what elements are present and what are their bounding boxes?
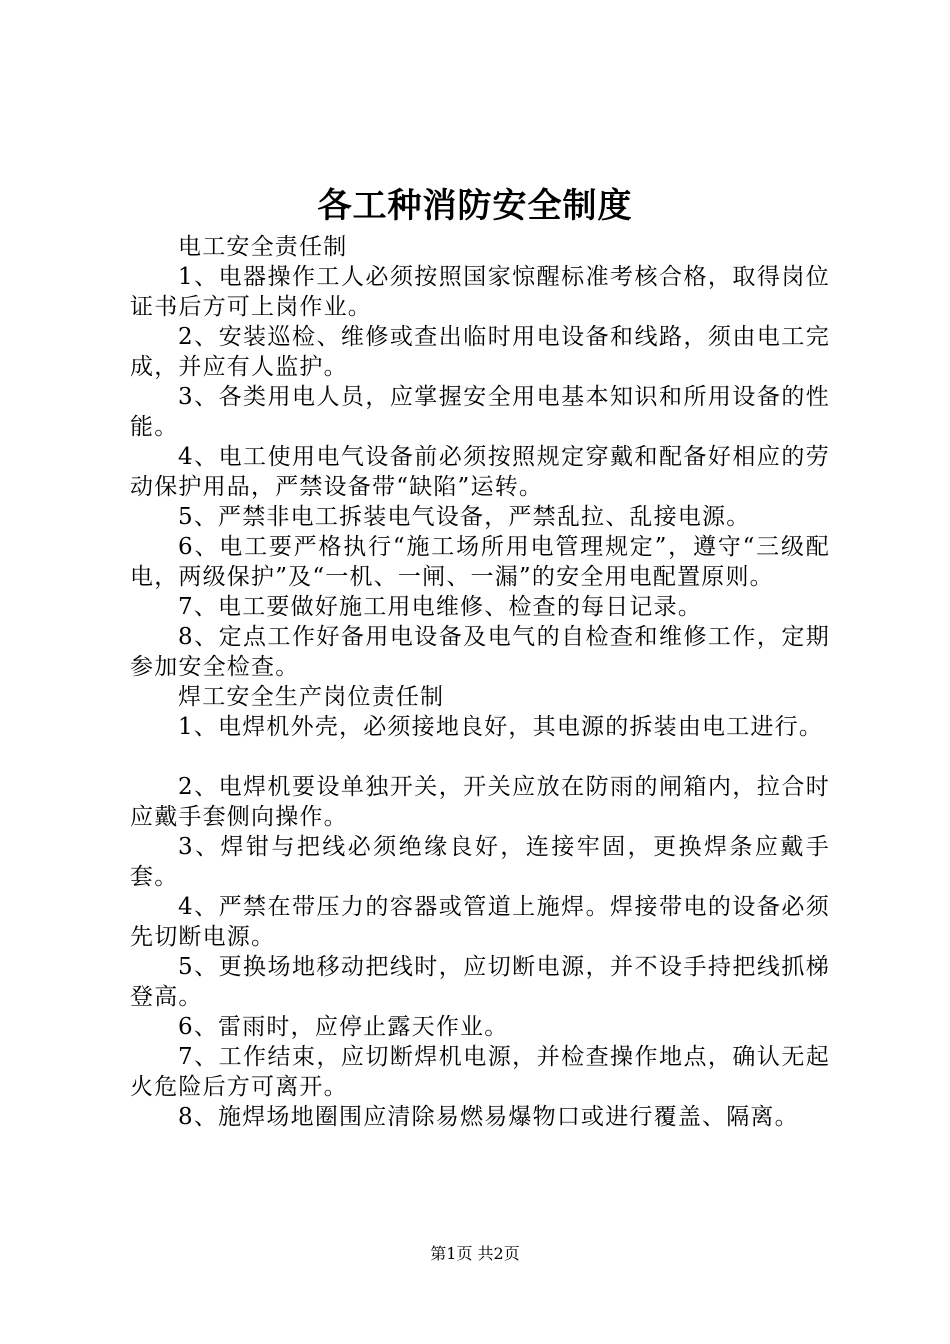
page-footer: 第1页 共2页 xyxy=(430,1244,520,1263)
paragraph: 4、电工使用电气设备前必须按照规定穿戴和配备好相应的劳动保护用品，严禁设备带“缺陷”运转。 xyxy=(130,444,830,500)
paragraph: 8、施焊场地圈围应清除易燃易爆物口或进行覆盖、隔离。 xyxy=(178,1104,799,1130)
paragraph: 3、各类用电人员，应掌握安全用电基本知识和所用设备的性能。 xyxy=(130,384,830,440)
paragraph: 7、工作结束，应切断焊机电源，并检查操作地点，确认无起火危险后方可离开。 xyxy=(130,1044,830,1100)
section-heading-welder: 焊工安全生产岗位责任制 xyxy=(178,684,445,710)
paragraph: 8、定点工作好备用电设备及电气的自检查和维修工作，定期参加安全检查。 xyxy=(130,624,830,680)
paragraph: 1、电焊机外壳，必须接地良好，其电源的拆装由电工进行。 xyxy=(178,714,824,740)
paragraph: 5、更换场地移动把线时，应切断电源，并不设手持把线抓梯登高。 xyxy=(130,954,830,1010)
paragraph: 5、严禁非电工拆装电气设备，严禁乱拉、乱接电源。 xyxy=(178,504,751,530)
paragraph: 2、安装巡检、维修或查出临时用电设备和线路，须由电工完成，并应有人监护。 xyxy=(130,324,830,380)
paragraph: 7、电工要做好施工用电维修、检查的每日记录。 xyxy=(178,594,703,620)
paragraph: 2、电焊机要设单独开关，开关应放在防雨的闸箱内，拉合时应戴手套侧向操作。 xyxy=(130,774,830,830)
paragraph: 6、雷雨时，应停止露天作业。 xyxy=(178,1014,509,1040)
document-body xyxy=(130,232,830,1132)
paragraph: 6、电工要严格执行“施工场所用电管理规定”，遵守“三级配电，两级保护”及“一机、一闸、一漏”的安全用电配置原则。 xyxy=(130,534,830,590)
document-title: 各工种消防安全制度 xyxy=(317,186,633,226)
paragraph: 1、电器操作工人必须按照国家惊醒标准考核合格，取得岗位证书后方可上岗作业。 xyxy=(130,264,830,320)
paragraph: 4、严禁在带压力的容器或管道上施焊。焊接带电的设备必须先切断电源。 xyxy=(130,894,830,950)
paragraph: 3、焊钳与把线必须绝缘良好，连接牢固，更换焊条应戴手套。 xyxy=(130,834,830,890)
section-heading-electrician: 电工安全责任制 xyxy=(178,234,348,260)
